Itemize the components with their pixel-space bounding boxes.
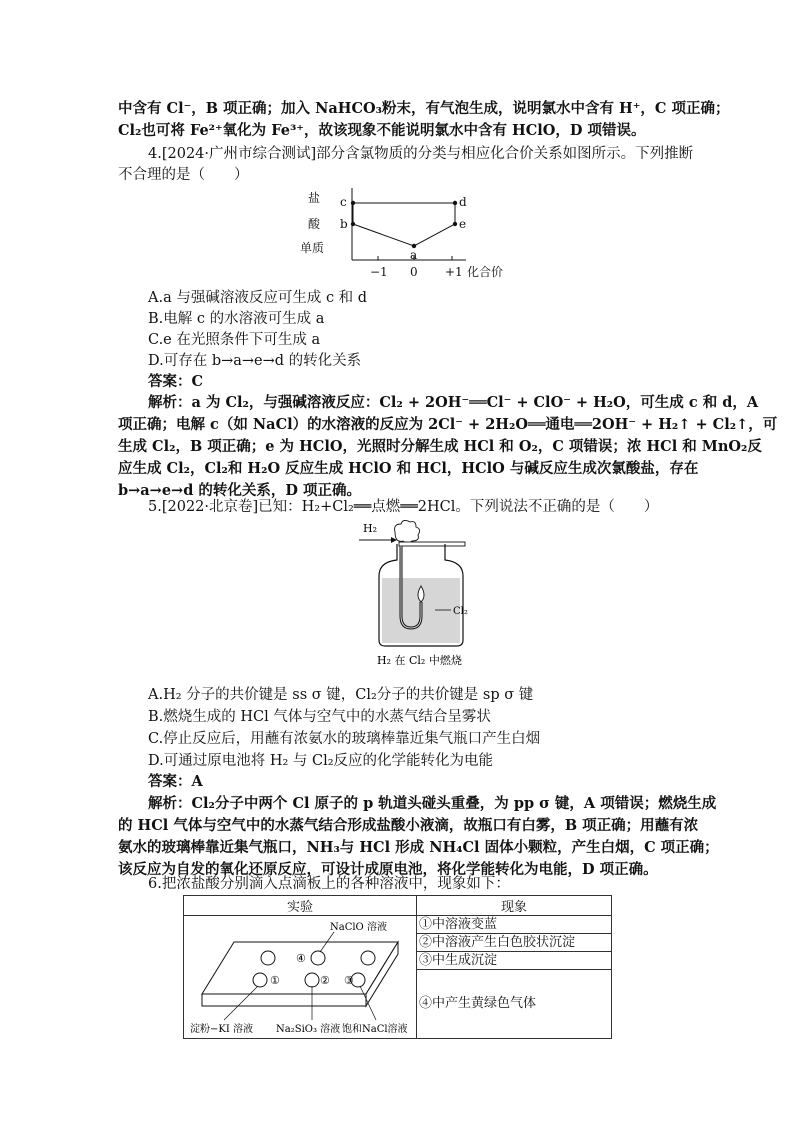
- option-4C: C.e 在光照条件下可生成 a: [148, 332, 321, 348]
- phenomenon-2: ②中溶液产生白色胶状沉淀: [417, 934, 611, 952]
- connecting-lines: [353, 203, 455, 246]
- label-naclo: NaClO 溶液: [330, 922, 387, 933]
- point-b: [351, 222, 355, 226]
- question-6-stem: 6.把浓盐酸分别滴入点滴板上的各种溶液中，现象如下：: [148, 876, 510, 892]
- text-line: 中含有 Cl⁻，B 项正确；加入 NaHCO₃粉末，有气泡生成，说明氯水中含有 H⁺，C 项正确；: [118, 100, 730, 117]
- explanation-4: 项正确；电解 c（如 NaCl）的水溶液的反应为 2Cl⁻ + 2H₂O══通电══2OH⁻ + H₂↑ + Cl₂↑，可: [118, 416, 778, 433]
- point-label-d: d: [459, 195, 467, 209]
- explanation-5: 解析：Cl₂分子中两个 Cl 原子的 p 轨道头碰头重叠，为 pp σ 键，A 项错误；燃烧生成: [148, 795, 717, 812]
- point-e: [453, 222, 457, 226]
- option-5C: C.停止反应后，用蘸有浓氨水的玻璃棒靠近集气瓶口产生白烟: [148, 731, 541, 747]
- label-starch-ki: 淀粉−KI 溶液: [190, 1024, 253, 1035]
- point-label-b: b: [340, 217, 348, 231]
- text-line: Cl₂也可将 Fe²⁺氧化为 Fe³⁺，故该现象不能说明氯水中含有 HClO，D 项错误。: [118, 122, 646, 139]
- spot-plate-cell: [184, 916, 417, 1039]
- table-header-phenomenon: 现象: [417, 896, 612, 916]
- label-nacl: 饱和NaCl溶液: [342, 1024, 408, 1035]
- figure-caption: H₂ 在 Cl₂ 中燃烧: [377, 654, 462, 667]
- phenomenon-3: ③中生成沉淀: [417, 952, 611, 970]
- explanation-5: 的 HCl 气体与空气中的水蒸气结合形成盐酸小液滴，故瓶口有白雾，B 项正确；用蘸有浓: [118, 817, 699, 834]
- label-na2sio3: Na₂SiO₃ 溶液: [276, 1024, 341, 1035]
- phenomena-cell: [417, 916, 612, 1039]
- option-5B: B.燃烧生成的 HCl 气体与空气中的水蒸气结合呈雾状: [148, 709, 491, 725]
- question-4-stem: 4.[2024·广州市综合测试]部分含氯物质的分类与相应化合价关系如图所示。下列推断: [148, 146, 694, 162]
- y-label-salt: 盐: [308, 191, 321, 205]
- option-5D: D.可通过原电池将 H₂ 与 Cl₂反应的化学能转化为电能: [148, 753, 494, 769]
- phenomenon-1: ①中溶液变蓝: [417, 916, 611, 934]
- x-tick-0: 0: [410, 265, 418, 279]
- explanation-4: 解析：a 为 Cl₂，与强碱溶液反应：Cl₂ + 2OH⁻══Cl⁻ + ClO⁻ + H₂O，可生成 c 和 d，A: [148, 394, 759, 411]
- point-label-e: e: [459, 217, 467, 231]
- well-4: [311, 951, 325, 965]
- point-d: [453, 201, 457, 205]
- answer-4: 答案：C: [148, 373, 204, 390]
- chlorine-valence-diagram: [300, 186, 530, 280]
- cl2-label: Cl₂: [453, 606, 468, 617]
- y-label-acid: 酸: [308, 217, 321, 231]
- explanation-5: 氨水的玻璃棒靠近集气瓶口，NH₃与 HCl 形成 NH₄Cl 固体小颗粒，产生白烟，C 项正确；: [118, 839, 719, 856]
- point-c: [351, 201, 355, 205]
- well-1: [253, 973, 267, 987]
- table-header-experiment: 实验: [184, 896, 417, 916]
- explanation-4: b→a→e→d 的转化关系，D 项正确。: [118, 482, 362, 499]
- point-label-c: c: [340, 195, 347, 209]
- question-5-stem: 5.[2022·北京卷]已知：H₂+Cl₂══点燃══2HCl。下列说法不正确的是（ ）: [148, 499, 659, 515]
- well-label-3: ③: [344, 974, 354, 987]
- x-axis-title: 化合价: [467, 265, 504, 279]
- h2-label: H₂: [363, 522, 378, 535]
- well-label-2: ②: [320, 974, 330, 987]
- point-label-a: a: [410, 248, 418, 262]
- phenomenon-4: ④中产生黄绿色气体: [419, 996, 537, 1011]
- x-tick-minus1: −1: [370, 265, 388, 279]
- option-4B: B.电解 c 的水溶液可生成 a: [148, 311, 325, 327]
- well-label-4: ④: [296, 952, 306, 965]
- explanation-5: 该反应为自发的氧化还原反应，可设计成原电池，将化学能转化为电能，D 项正确。: [118, 861, 658, 878]
- h2-burning-apparatus: [355, 518, 485, 668]
- experiment-table: [183, 895, 612, 1039]
- spot-plate-diagram: [184, 916, 416, 1038]
- well-2: [305, 973, 319, 987]
- well-label-1: ①: [270, 974, 280, 987]
- option-4A: A.a 与强碱溶液反应可生成 c 和 d: [148, 290, 368, 306]
- explanation-4: 应生成 Cl₂，Cl₂和 H₂O 反应生成 HClO 和 HCl，HClO 与碱反应生成次氯酸盐，存在: [118, 460, 699, 477]
- question-4-stem-cont: 不合理的是（ ）: [118, 167, 249, 183]
- x-tick-plus1: +1: [445, 265, 463, 279]
- explanation-4: 生成 Cl₂，B 项正确；e 为 HClO，光照时分解生成 HCl 和 O₂，C 项错误；浓 HCl 和 MnO₂反: [118, 438, 762, 455]
- y-label-element: 单质: [300, 241, 325, 255]
- option-5A: A.H₂ 分子的共价键是 ss σ 键，Cl₂分子的共价键是 sp σ 键: [148, 687, 534, 703]
- option-4D: D.可存在 b→a→e→d 的转化关系: [148, 353, 362, 369]
- smoke-cloud: [395, 520, 420, 543]
- answer-5: 答案：A: [148, 773, 203, 790]
